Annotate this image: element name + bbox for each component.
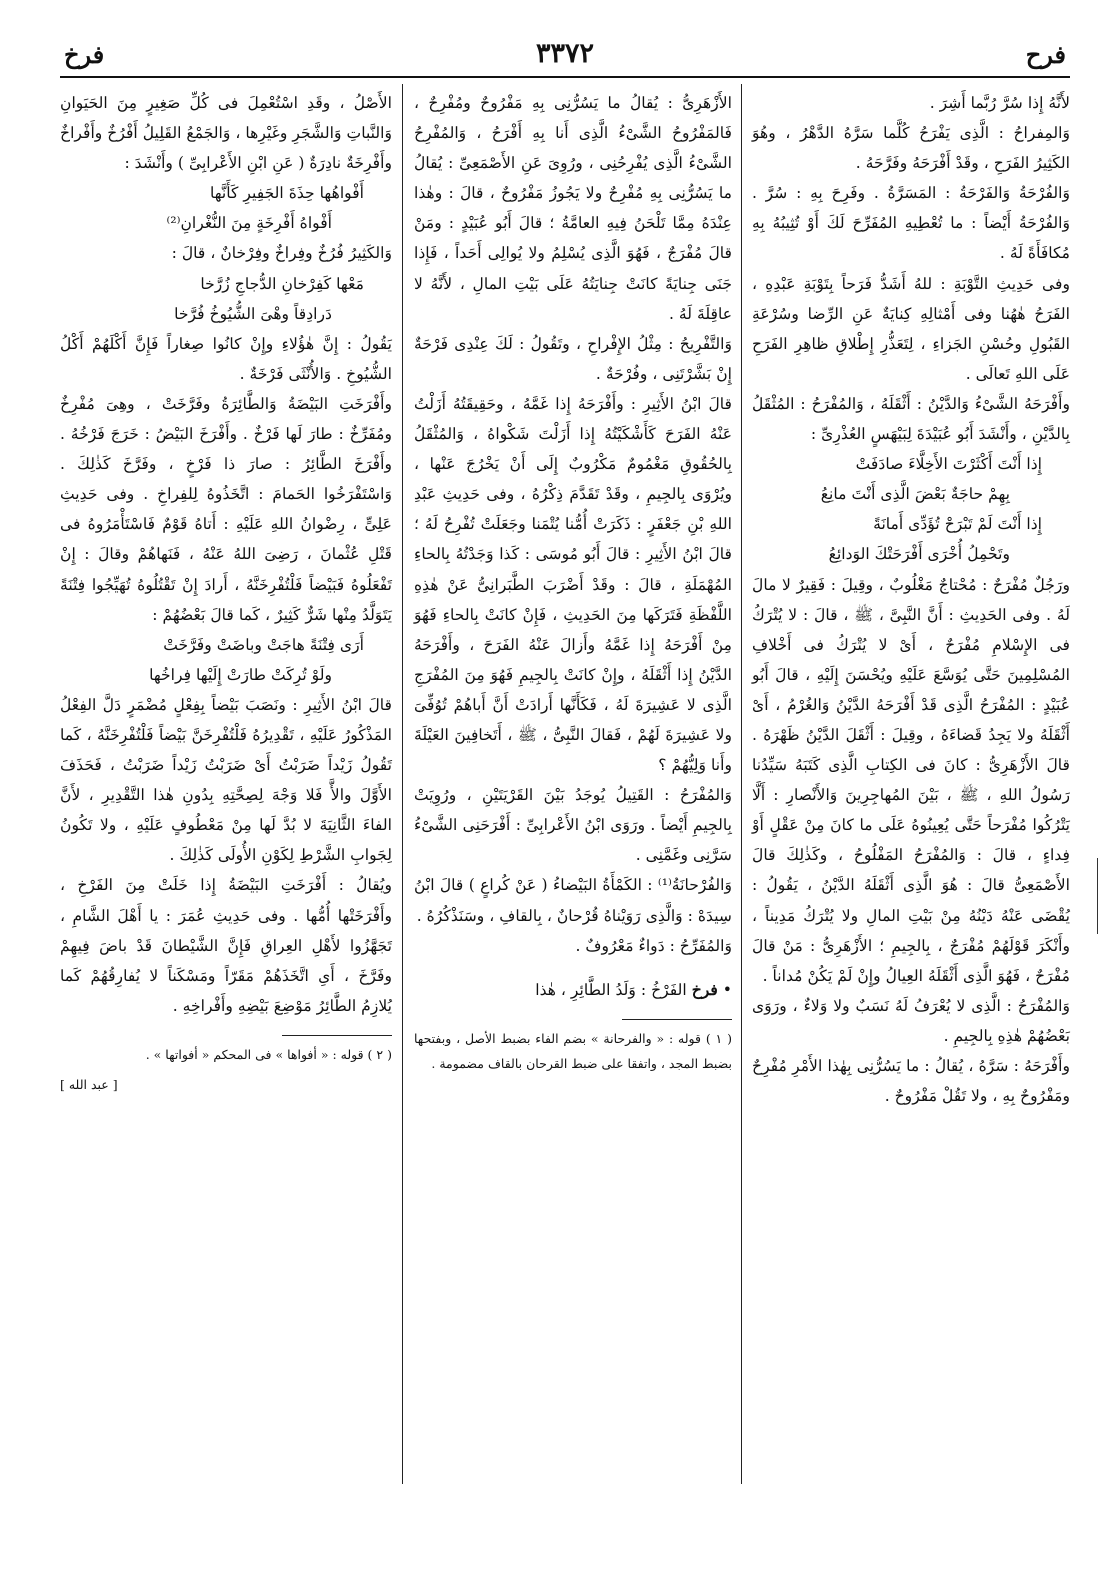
middle-column [414, 88, 732, 1518]
paragraph: لأَنَّهُ إِذا سُرَّ رُبَّما أَشِرَ . [929, 94, 1070, 112]
paragraph: ويُقالُ : أَفْرَخَتِ البَيْضَةُ إِذا خَلَتْ مِنَ الفَرْخِ ، وأَفْرَخَتْها أُمُّها . وفى حَدِيثِ عُمَرَ : يا أَهْلَ الشَّامِ ، تَجَهَّزُوا لأَهْلِ العِراقِ فَإِنَّ الشَّيْطانَ قَدْ باضَ فِيهِمْ وفَرَّخَ ، أَىِ اتَّخَذَهُمْ مَقَرّاً ومَسْكَناً لا يُفارِقُهُمْ كَما يُلازِمُ الطَّائِرُ مَوْضِعَ بَيْضِهِ وأَفْراخِهِ . [60, 876, 392, 1015]
verse-line: أَفْواهُ أَفْرِخَةٍ مِنَ النُّغْرانِ⁽²⁾ [166, 214, 332, 233]
paragraph: وأَفْرَخَتِ البَيْضَةُ وَالطَّائِرَةُ وفَرَّخَتْ ، وهِىَ مُفْرِخٌ ومُفَرِّخٌ : طارَ لَها فَرْخٌ . وأَفْرَخَ البَيْضُ : خَرَجَ فَرْخُهُ . وأَفْرَخَ الطَّائِرُ : صارَ ذا فَرْخٍ ، وفَرَّخَ كَذٰلِكَ . وَاسْتَفْرَخُوا الحَمامَ : اتَّخَذُوهُ لِلفِراخِ . وفى حَدِيثِ عَلِىٍّ ، رِضْوانُ اللهِ عَلَيْهِ : أَتاهُ قَوْمٌ فَاسْتَأْمَرُوهُ فى قَتْلِ عُثْمانَ ، رَضِىَ اللهُ عَنْهُ ، فَنَهاهُمْ وقالَ : إِنْ تَفْعَلُوهُ فَبَيْضاً فَلْتُفْرِخَنَّهُ ، أَرادَ إِنْ تَقْتُلُوهُ تُهَيِّجُوا فِتْنَةً يَتَوَلَّدُ مِنْها شَرٌّ كَثِيرٌ ، كَما قالَ بَعْضُهُمْ : [60, 394, 392, 624]
entry-text: الفَرْخُ : وَلَدُ الطَّائِرِ ، هٰذا [535, 980, 687, 999]
paragraph: وَالمِفراحُ : الَّذِى يَفْرَحُ كُلَّما سَرَّهُ الدَّهْرُ ، وهُوَ الكَثِيرُ الفَرَحِ ، وقَدْ أَفْرَحَهُ وفَرَّحَهُ . [752, 124, 1070, 173]
footnote-rule [622, 1019, 732, 1020]
paragraph: وَالفُرْحَةُ وَالفَرْحَةُ : المَسَرَّةُ . وفَرِحَ بِهِ : سُرَّ . وَالفُرْحَةُ أَيْضاً : ما تُعْطِيهِ المُفَرِّحَ لَكَ أَوْ تُثِيبُهُ بِهِ مُكافَأَةً لَهُ . [752, 184, 1070, 263]
verse-line: مَعْها كَفِرْخانِ الدُّجاجِ زُرَّخا [200, 274, 364, 293]
column-divider [402, 84, 403, 1484]
left-column [60, 88, 392, 1518]
dictionary-page [60, 36, 1070, 1556]
verse-line: إِذا أَنْتَ لَمْ تَبْرَحْ تُؤَدِّى أَمانَةً [873, 515, 1042, 534]
editor-signature: [ عبد الله ] [60, 1076, 118, 1092]
paragraph: وَالمُفَرِّحُ : دَواءٌ مَعْرُوفٌ . [575, 936, 732, 955]
paragraph: وأَفْرَحَهُ الشَّىْءُ وَالدَّيْنُ : أَثْقَلَهُ ، وَالمُفْرَحُ : المُثْقَلُ بِالدَّيْنِ ، وأَنْشَدَ أَبُو عُبَيْدَةَ لِبَيْهَسٍ العُذْرِىِّ : [752, 394, 1070, 444]
verse-line: دَرادِقاً وهْىَ الشُّيُوخُ فُرَّخا [174, 304, 332, 323]
footnote: ( ١ ) قوله : « والفرحانة » بضم الفاء بضبط الأصل ، وبفتحها بضبط المجد ، واتفقا على ضبط القرحان بالقاف مضمومة . [414, 1030, 732, 1071]
entry-start [414, 975, 732, 1005]
verse-line: أَفْواهُها حِذَةَ الجَفِيرِ كَأَنَّها [209, 184, 364, 203]
verse-line: بِهِمْ حاجَةٌ بَعْضَ الَّذِى أَنْتَ مانِعُ [820, 485, 1010, 504]
paragraph: وَالمُفْرَحُ : القَتِيلُ يُوجَدُ بَيْنَ القَرْيَتَيْنِ ، ورُوِيَتْ بِالجِيمِ أَيْضاً . ورَوَى ابْنُ الأَعْرابِىِّ : أَفْرَحَنِى الشَّىْءُ سَرَّنِى وغَمَّنِى . [414, 786, 732, 865]
verse-line: إِذا أَنْتَ أَكْثَرْتَ الأَخِلَّاءَ صادَفَتْ [855, 455, 1042, 474]
header-left-word: فرخ [64, 40, 105, 69]
header-right-word: فرح [1025, 40, 1066, 69]
page-number: ٣٣٧٢ [535, 38, 594, 69]
paragraph: الأَصْلُ ، وقَدِ اسْتُعْمِلَ فى كُلِّ صَغِيرٍ مِنَ الحَيَوانِ وَالنَّباتِ وَالشَّجَرِ وغَيْرِها ، وَالجَمْعُ القَلِيلُ أَفْرُخٌ وأَفْراخٌ وأَفْرِخَةٌ نادِرَةٌ ( عَنِ ابْنِ الأَعْرابِىِّ ) وأَنْشَدَ : [60, 94, 392, 173]
paragraph: وَالفُرْحانَةُ⁽¹⁾ : الكَمْأَةُ البَيْضاءُ ( عَنْ كُراعٍ ) قالَ ابْنُ سِيدَهْ : وَالَّذِى رَوَيْناهُ قُرْحانٌ ، بِالقافِ ، وسَنَذْكُرُهُ . [414, 876, 732, 925]
paragraph: يَقُولُ : إِنَّ هٰؤُلاءِ وإِنْ كانُوا صِغاراً فَإِنَّ أَكْلَهُمْ أَكْلُ الشُّيُوخِ . وَالأُنْثَى فَرْخَةٌ . [60, 334, 392, 383]
header-rule [60, 76, 1070, 78]
entry-headword: فرخ [691, 979, 718, 999]
verse-line: ولَوْ تُرِكَتْ طارَتْ إِلَيْها فِراخُها [149, 665, 332, 684]
column-divider [741, 84, 742, 1484]
footnote-rule [282, 1035, 392, 1036]
paragraph: وَالمُفْرَحُ : الَّذِى لا يُعْرَفُ لَهُ نَسَبٌ ولا وَلاءٌ ، ورَوَى بَعْضُهُمْ هٰذِهِ بِالجِيمِ . [752, 996, 1070, 1045]
entry-marker: • [722, 980, 732, 999]
paragraph: وَالتَّفْرِيحُ : مِثْلُ الإِفْراحِ ، وتَقُولُ : لَكَ عِنْدِى فَرْحَةٌ إِنْ بَشَّرْتَنِى ، وفُرْحَةٌ . [414, 334, 732, 383]
paragraph: وَالكَثِيرُ فُرُخٌ وفِراخٌ وفِرْخانٌ ، قالَ : [171, 244, 392, 263]
margin-mark [1097, 858, 1098, 934]
right-column [752, 88, 1070, 1518]
paragraph: وأَفْرَحَهُ : سَرَّهُ ، يُقالُ : ما يَسُرُّنِى بِهٰذا الأَمْرِ مُفْرِحٌ ومَفْرُوحٌ بِهِ ، ولا تَقُلْ مَفْرُوحٌ . [752, 1057, 1070, 1106]
paragraph: وفى حَدِيثِ التَّوْبَةِ : للهُ أَشَدُّ فَرَحاً بِتَوْبَةِ عَبْدِهِ ، الفَرَحُ هٰهُنا وفى أَمْثالِهِ كِنايَةٌ عَنِ الرِّضا وسُرْعَةِ القَبُولِ وحُسْنِ الجَزاءِ ، لِتَعَذُّرِ إِطْلاقِ ظاهِرِ الفَرَحِ عَلَى اللهِ تَعالَى . [752, 274, 1070, 383]
paragraph: ورَجُلٌ مُفْرَحٌ : مُحْتاجٌ مَغْلُوبٌ ، وقِيلَ : فَقِيرٌ لا مالَ لَهُ . وفى الحَدِيثِ : أَنَّ النَّبِىَّ ، ﷺ ، قالَ : لا يُتْرَكُ فى الإِسْلامِ مُفْرَحٌ ، أَىْ لا يُتْرَكُ فى أَخْلافِ المُسْلِمِينَ حَتَّى يُوَسَّعَ عَلَيْهِ ويُحْسَنَ إِلَيْهِ ، قالَ أَبُو عُبَيْدٍ : المُفْرَحُ الَّذِى قَدْ أَفْرَحَهُ الدَّيْنُ وَالغُرْمُ ، أَىْ أَثْقَلَهُ ولا يَجِدُ قَضاءَهُ ، وقِيلَ : أَثْقَلَ الدَّيْنُ ظَهْرَهُ . قالَ الأَزْهَرِىُّ : كانَ فى الكِتابِ الَّذِى كَتَبَهُ سَيِّدُنا رَسُولُ اللهِ ، ﷺ ، بَيْنَ المُهاجِرِينَ وَالأَنْصارِ : أَلَّا يَتْرُكُوا مُفْرَحاً حَتَّى يُعِينُوهُ عَلَى ما كانَ مِنْ عَقْلٍ أَوْ فِداءٍ ، قالَ : وَالمُفْرَحُ المَفْلُوحُ ، وكَذٰلِكَ قالَ الأَصْمَعِىُّ قالَ : هُوَ الَّذِى أَثْقَلَهُ الدَّيْنُ ، يَقُولُ : يُقْضَى عَنْهُ دَيْنُهُ مِنْ بَيْتِ المالِ ولا يُتْرَكُ مَدِيناً ، وأَنْكَرَ قَوْلَهُمْ مُفْرَجٌ ، بِالجِيمِ ؛ الأَزْهَرِىُّ : مَنْ قالَ مُفْرَحٌ ، فَهُوَ الَّذِى أَثْقَلَهُ العِيالُ وإِنْ لَمْ يَكُنْ مُداناً . [752, 575, 1070, 985]
paragraph: قالَ ابْنُ الأَثِيرِ : وأَفْرَحَهُ إِذا غَمَّهُ ، وحَقِيقَتُهُ أَزَلْتُ عَنْهُ الفَرَحَ كَأَشْكَيْتُهُ إِذا أَزَلْتَ شَكْواهُ ، وَالمُثْقَلُ بِالحُقُوقِ مَغْمُومٌ مَكْرُوبٌ إِلَى أَنْ يَخْرُجَ عَنْها ، ويُرْوَى بِالجِيمِ ، وقَدْ تَقَدَّمَ ذِكْرُهُ ، وفى حَدِيثِ عَبْدِ اللهِ بْنِ جَعْفَرٍ : ذَكَرَتْ أُمُّنا يُتْمَنا وجَعَلَتْ تُفْرِحُ لَهُ ؛ قالَ ابْنُ الأَثِيرِ : قالَ أَبُو مُوسَى : كَذا وَجَدْتُهُ بِالحاءِ المُهْمَلَةِ ، قالَ : وقَدْ أَضْرَبَ الطَّبَرانِىُّ عَنْ هٰذِهِ اللَّفْظَةِ فَتَرَكَها مِنَ الحَدِيثِ ، فَإِنْ كانَتْ بِالحاءِ فَهُوَ مِنْ أَفْرَحَهُ إِذا غَمَّهُ وأَزالَ عَنْهُ الفَرَحَ ، وأَفْرَحَهُ الدَّيْنُ إِذا أَثْقَلَهُ ، وإِنْ كانَتْ بِالجِيمِ فَهُوَ مِنَ المُفْرَجِ الَّذِى لا عَشِيرَةَ لَهُ ، فَكَأَنَّها أَرادَتْ أَنَّ أَباهُمْ تُوُفِّىَ ولا عَشِيرَةَ لَهُمْ ، فَقالَ النَّبِىُّ ، ﷺ ، أَتَخافِينَ العَيْلَةَ وأَنا وَلِيُّهُمْ ؟ [414, 394, 732, 775]
paragraph: الأَزْهَرِىُّ : يُقالُ ما يَسُرُّنِى بِهِ مَفْرُوحٌ ومُفْرِحٌ ، فَالمَفْرُوحُ الشَّىْءُ الَّذِى أَنا بِهِ أَفْرَحُ ، وَالمُفْرِحُ الشَّىْءُ الَّذِى يُفْرِحُنِى ، ورُوِىَ عَنِ الأَصْمَعِىِّ : يُقالُ ما يَسُرُّنِى بِهِ مُفْرِحٌ ولا يَجُوزُ مَفْرُوحٌ ، قالَ : وهٰذا عِنْدَهُ مِمَّا تَلْحَنُ فِيهِ العامَّةُ ؛ قالَ أَبُو عُبَيْدٍ : ومَنْ قالَ مُفْرَجٌ ، فَهُوَ الَّذِى يُسْلِمُ ولا يُوالِى أَحَداً ، فَإِذا جَنَى جِنايَةً كانَتْ جِنايَتُهُ عَلَى بَيْتِ المالِ ، لأَنَّهُ لا عاقِلَةَ لَهُ . [414, 94, 732, 323]
verse-line: أَرَى فِتْنَةً هاجَتْ وباضَتْ وفَرَّخَتْ [163, 635, 364, 654]
verse-line: وتَحْمِلُ أُخْرَى أَفْرَحَتْكَ الوَدائِعُ [828, 545, 1010, 564]
footnote: ( ٢ ) قوله : « أفواها » فى المحكم « أفواتها » . [145, 1046, 392, 1062]
page-header [60, 36, 1070, 78]
paragraph: قالَ ابْنُ الأَثِيرِ : ونَصَبَ بَيْضاً بِفِعْلٍ مُضْمَرٍ دَلَّ الفِعْلُ المَذْكُورُ عَلَيْهِ ، تَقْدِيرُهُ فَلْتُفْرِخَنَّ بَيْضاً فَلْتُفْرِخَنَّهُ ، كَما تَقُولُ زَيْداً ضَرَبْتُ أَىْ ضَرَبْتُ زَيْداً ضَرَبْتُ ، فَحَذَفَ الأَوَّلَ والأَّ فَلا وَجْهَ لِصِحَّتِهِ بِدُونِ هٰذا التَّقْدِيرِ ، لأَنَّ الفاءَ الثَّانِيَةَ لا بُدَّ لَها مِنْ مَعْطُوفٍ عَلَيْهِ ، ولا تَكُونُ لِجَوابِ الشَّرْطِ لِكَوْنِ الأُولَى كَذٰلِكَ . [60, 695, 392, 865]
